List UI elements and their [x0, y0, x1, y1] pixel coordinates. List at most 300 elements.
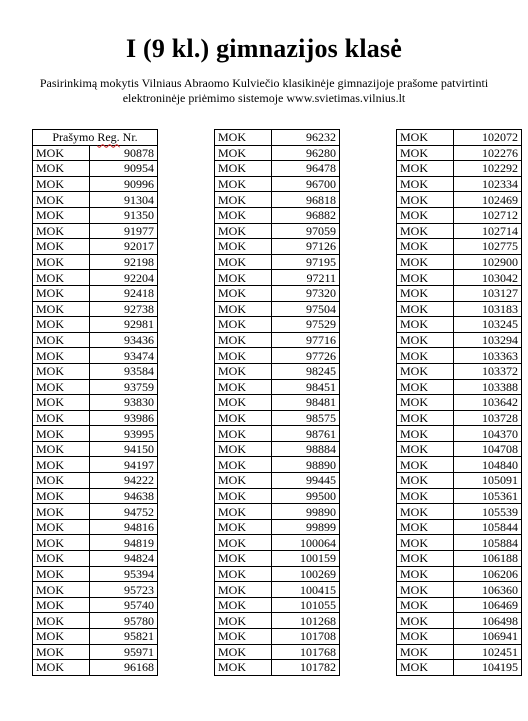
table-row: [397, 629, 522, 645]
row-number: 92198: [90, 254, 158, 270]
row-prefix: MOK: [215, 457, 272, 473]
table-row: [397, 613, 522, 629]
row-prefix: MOK: [215, 317, 272, 333]
row-prefix: MOK: [33, 254, 90, 270]
row-prefix: MOK: [33, 660, 90, 676]
table-row: [397, 161, 522, 177]
row-number: 97059: [272, 223, 340, 239]
table-row: [33, 207, 158, 223]
row-prefix: MOK: [215, 207, 272, 223]
row-number: 100064: [272, 535, 340, 551]
row-prefix: MOK: [215, 613, 272, 629]
row-prefix: MOK: [397, 379, 454, 395]
row-number: 93995: [90, 426, 158, 442]
row-number: 90996: [90, 176, 158, 192]
row-number: 103245: [454, 317, 522, 333]
table-row: [397, 270, 522, 286]
table-row: [33, 441, 158, 457]
row-number: 99899: [272, 519, 340, 535]
row-prefix: MOK: [33, 566, 90, 582]
row-number: 95780: [90, 613, 158, 629]
row-prefix: MOK: [397, 597, 454, 613]
row-number: 92738: [90, 301, 158, 317]
row-prefix: MOK: [33, 176, 90, 192]
table-row: [215, 488, 340, 504]
row-number: 92981: [90, 317, 158, 333]
table-row: [33, 566, 158, 582]
table-row: [215, 161, 340, 177]
row-prefix: MOK: [215, 519, 272, 535]
row-number: 96280: [272, 145, 340, 161]
row-number: 100269: [272, 566, 340, 582]
row-number: 105091: [454, 473, 522, 489]
table-row: [397, 644, 522, 660]
row-prefix: MOK: [215, 223, 272, 239]
table-row: [397, 660, 522, 676]
row-number: 98761: [272, 426, 340, 442]
table-row: [33, 457, 158, 473]
header-text-post: Nr.: [119, 130, 138, 145]
row-number: 96818: [272, 192, 340, 208]
row-number: 96882: [272, 207, 340, 223]
row-number: 100415: [272, 582, 340, 598]
table-header-cell: [33, 130, 158, 146]
table-row: [215, 473, 340, 489]
table-header-row: [33, 130, 158, 146]
row-number: 97211: [272, 270, 340, 286]
row-number: 97320: [272, 285, 340, 301]
row-prefix: MOK: [397, 441, 454, 457]
row-number: 93759: [90, 379, 158, 395]
table-row: [215, 223, 340, 239]
page-subtitle: [20, 76, 508, 106]
table-row: [397, 488, 522, 504]
table-row: [33, 176, 158, 192]
row-number: 102900: [454, 254, 522, 270]
row-prefix: MOK: [33, 145, 90, 161]
header-text-pre: Prašymo: [52, 130, 98, 145]
row-number: 94197: [90, 457, 158, 473]
row-prefix: MOK: [33, 519, 90, 535]
row-number: 93474: [90, 348, 158, 364]
row-number: 102334: [454, 176, 522, 192]
table-row: [215, 207, 340, 223]
row-number: 102072: [454, 130, 522, 146]
table-row: [33, 161, 158, 177]
row-prefix: MOK: [397, 504, 454, 520]
row-prefix: MOK: [215, 130, 272, 146]
row-number: 91304: [90, 192, 158, 208]
row-prefix: MOK: [33, 644, 90, 660]
row-number: 102292: [454, 161, 522, 177]
row-number: 93986: [90, 410, 158, 426]
table-row: [215, 270, 340, 286]
row-number: 97726: [272, 348, 340, 364]
table-row: [397, 473, 522, 489]
table-row: [33, 348, 158, 364]
table-row: [215, 145, 340, 161]
row-prefix: MOK: [215, 301, 272, 317]
row-number: 94222: [90, 473, 158, 489]
row-number: 94638: [90, 488, 158, 504]
row-prefix: MOK: [397, 457, 454, 473]
row-prefix: MOK: [33, 332, 90, 348]
table-row: [215, 551, 340, 567]
row-prefix: MOK: [33, 270, 90, 286]
row-prefix: MOK: [33, 410, 90, 426]
table-row: [33, 613, 158, 629]
row-number: 96168: [90, 660, 158, 676]
row-prefix: MOK: [215, 332, 272, 348]
row-number: 105361: [454, 488, 522, 504]
row-number: 103388: [454, 379, 522, 395]
row-number: 97195: [272, 254, 340, 270]
row-number: 106206: [454, 566, 522, 582]
table-row: [33, 192, 158, 208]
row-prefix: MOK: [397, 629, 454, 645]
table-row: [33, 145, 158, 161]
row-number: 93830: [90, 395, 158, 411]
row-number: 101708: [272, 629, 340, 645]
row-number: 104708: [454, 441, 522, 457]
table-row: [215, 130, 340, 146]
row-prefix: MOK: [397, 363, 454, 379]
table-row: [215, 176, 340, 192]
row-prefix: MOK: [397, 395, 454, 411]
table-row: [397, 285, 522, 301]
table-row: [397, 239, 522, 255]
row-prefix: MOK: [215, 535, 272, 551]
row-number: 94752: [90, 504, 158, 520]
row-number: 102276: [454, 145, 522, 161]
row-number: 102714: [454, 223, 522, 239]
registration-table-column-1: [32, 129, 158, 676]
table-row: [215, 379, 340, 395]
row-prefix: MOK: [215, 192, 272, 208]
table-row: [215, 566, 340, 582]
table-row: [397, 457, 522, 473]
row-prefix: MOK: [33, 629, 90, 645]
row-prefix: MOK: [215, 379, 272, 395]
row-number: 96478: [272, 161, 340, 177]
row-prefix: MOK: [397, 566, 454, 582]
row-prefix: MOK: [215, 582, 272, 598]
table-row: [215, 629, 340, 645]
table-row: [215, 597, 340, 613]
row-prefix: MOK: [397, 551, 454, 567]
table-row: [215, 254, 340, 270]
row-number: 94824: [90, 551, 158, 567]
row-number: 95723: [90, 582, 158, 598]
row-prefix: MOK: [215, 145, 272, 161]
row-prefix: MOK: [33, 613, 90, 629]
table-row: [215, 426, 340, 442]
row-number: 103728: [454, 410, 522, 426]
table-row: [215, 535, 340, 551]
row-number: 106469: [454, 597, 522, 613]
row-prefix: MOK: [33, 317, 90, 333]
row-prefix: MOK: [215, 176, 272, 192]
subtitle-line-1: Pasirinkimą mokytis Vilniaus Abraomo Kulviečio klasikinėje gimnazijoje prašome patvirtinti: [39, 76, 489, 90]
row-number: 103294: [454, 332, 522, 348]
row-number: 98451: [272, 379, 340, 395]
row-number: 90878: [90, 145, 158, 161]
table-row: [397, 207, 522, 223]
row-prefix: MOK: [397, 285, 454, 301]
row-number: 94150: [90, 441, 158, 457]
registration-table-column-2: [214, 129, 340, 676]
table-row: [397, 410, 522, 426]
row-prefix: MOK: [215, 395, 272, 411]
row-prefix: MOK: [397, 332, 454, 348]
row-prefix: MOK: [397, 254, 454, 270]
table-row: [397, 597, 522, 613]
row-prefix: MOK: [397, 426, 454, 442]
row-prefix: MOK: [215, 285, 272, 301]
row-prefix: MOK: [397, 239, 454, 255]
table-row: [397, 504, 522, 520]
row-number: 103127: [454, 285, 522, 301]
row-prefix: MOK: [33, 161, 90, 177]
row-prefix: MOK: [215, 551, 272, 567]
row-number: 94816: [90, 519, 158, 535]
row-prefix: MOK: [215, 410, 272, 426]
row-prefix: MOK: [33, 488, 90, 504]
row-number: 95394: [90, 566, 158, 582]
row-number: 99445: [272, 473, 340, 489]
row-prefix: MOK: [397, 488, 454, 504]
row-number: 105884: [454, 535, 522, 551]
row-prefix: MOK: [397, 535, 454, 551]
row-number: 92017: [90, 239, 158, 255]
table-row: [215, 582, 340, 598]
table-row: [215, 519, 340, 535]
row-prefix: MOK: [33, 223, 90, 239]
row-prefix: MOK: [215, 239, 272, 255]
row-prefix: MOK: [397, 644, 454, 660]
row-number: 104195: [454, 660, 522, 676]
table-row: [397, 426, 522, 442]
table-row: [33, 473, 158, 489]
row-prefix: MOK: [397, 317, 454, 333]
table-row: [33, 519, 158, 535]
table-row: [397, 145, 522, 161]
table-row: [33, 239, 158, 255]
row-prefix: MOK: [397, 613, 454, 629]
row-prefix: MOK: [215, 566, 272, 582]
table-row: [215, 317, 340, 333]
row-prefix: MOK: [397, 519, 454, 535]
table-row: [397, 441, 522, 457]
row-prefix: MOK: [397, 207, 454, 223]
row-prefix: MOK: [33, 582, 90, 598]
row-number: 98884: [272, 441, 340, 457]
table-row: [33, 285, 158, 301]
table-row: [33, 488, 158, 504]
table-row: [397, 395, 522, 411]
table-row: [397, 551, 522, 567]
row-number: 97126: [272, 239, 340, 255]
table-row: [215, 660, 340, 676]
row-number: 90954: [90, 161, 158, 177]
row-number: 98575: [272, 410, 340, 426]
table-row: [215, 395, 340, 411]
table-row: [397, 192, 522, 208]
row-prefix: MOK: [397, 270, 454, 286]
row-number: 106941: [454, 629, 522, 645]
table-row: [397, 130, 522, 146]
row-prefix: MOK: [397, 161, 454, 177]
row-prefix: MOK: [33, 348, 90, 364]
table-row: [397, 223, 522, 239]
row-number: 99500: [272, 488, 340, 504]
row-number: 101055: [272, 597, 340, 613]
table-row: [215, 348, 340, 364]
header-text-reg: Reg.: [97, 130, 120, 145]
row-number: 95740: [90, 597, 158, 613]
row-prefix: MOK: [33, 441, 90, 457]
table-row: [33, 660, 158, 676]
table-row: [33, 597, 158, 613]
row-prefix: MOK: [215, 254, 272, 270]
row-prefix: MOK: [215, 504, 272, 520]
row-prefix: MOK: [397, 582, 454, 598]
table-row: [397, 301, 522, 317]
row-number: 102775: [454, 239, 522, 255]
row-number: 98890: [272, 457, 340, 473]
table-row: [33, 582, 158, 598]
table-row: [215, 239, 340, 255]
row-prefix: MOK: [33, 535, 90, 551]
row-number: 91977: [90, 223, 158, 239]
table-row: [33, 317, 158, 333]
row-number: 95971: [90, 644, 158, 660]
table-row: [33, 379, 158, 395]
table-row: [397, 566, 522, 582]
row-prefix: MOK: [33, 192, 90, 208]
table-row: [33, 270, 158, 286]
table-row: [33, 332, 158, 348]
row-number: 102469: [454, 192, 522, 208]
table-row: [215, 457, 340, 473]
row-prefix: MOK: [215, 270, 272, 286]
row-number: 106498: [454, 613, 522, 629]
row-number: 100159: [272, 551, 340, 567]
page-title: I (9 kl.) gimnazijos klasė: [125, 34, 403, 63]
table-row: [215, 285, 340, 301]
row-prefix: MOK: [215, 660, 272, 676]
row-number: 103042: [454, 270, 522, 286]
row-prefix: MOK: [33, 379, 90, 395]
table-row: [33, 301, 158, 317]
row-prefix: MOK: [215, 441, 272, 457]
table-row: [33, 629, 158, 645]
row-prefix: MOK: [215, 488, 272, 504]
row-prefix: MOK: [33, 473, 90, 489]
table-row: [215, 644, 340, 660]
row-prefix: MOK: [215, 597, 272, 613]
row-number: 96700: [272, 176, 340, 192]
row-prefix: MOK: [215, 426, 272, 442]
row-number: 94819: [90, 535, 158, 551]
table-row: [397, 254, 522, 270]
row-prefix: MOK: [33, 426, 90, 442]
row-prefix: MOK: [215, 363, 272, 379]
row-prefix: MOK: [33, 504, 90, 520]
row-number: 101768: [272, 644, 340, 660]
table-row: [215, 301, 340, 317]
table-row: [33, 644, 158, 660]
row-number: 98481: [272, 395, 340, 411]
row-prefix: MOK: [33, 457, 90, 473]
row-number: 106360: [454, 582, 522, 598]
row-number: 106188: [454, 551, 522, 567]
table-row: [397, 176, 522, 192]
row-prefix: MOK: [397, 301, 454, 317]
table-row: [397, 379, 522, 395]
table-row: [33, 223, 158, 239]
row-prefix: MOK: [33, 301, 90, 317]
table-row: [33, 504, 158, 520]
row-prefix: MOK: [397, 473, 454, 489]
row-prefix: MOK: [397, 660, 454, 676]
row-number: 98245: [272, 363, 340, 379]
row-number: 101782: [272, 660, 340, 676]
row-prefix: MOK: [33, 597, 90, 613]
table-row: [397, 348, 522, 364]
row-prefix: MOK: [397, 192, 454, 208]
table-row: [33, 426, 158, 442]
row-prefix: MOK: [397, 130, 454, 146]
row-number: 103363: [454, 348, 522, 364]
row-number: 102712: [454, 207, 522, 223]
row-prefix: MOK: [33, 285, 90, 301]
row-prefix: MOK: [397, 145, 454, 161]
row-prefix: MOK: [215, 629, 272, 645]
row-number: 91350: [90, 207, 158, 223]
table-row: [397, 519, 522, 535]
row-number: 103183: [454, 301, 522, 317]
row-number: 95821: [90, 629, 158, 645]
row-number: 93436: [90, 332, 158, 348]
row-prefix: MOK: [397, 223, 454, 239]
table-row: [33, 535, 158, 551]
table-row: [215, 363, 340, 379]
row-number: 105844: [454, 519, 522, 535]
row-prefix: MOK: [33, 207, 90, 223]
row-prefix: MOK: [215, 348, 272, 364]
row-number: 99890: [272, 504, 340, 520]
table-row: [33, 254, 158, 270]
registration-table-column-3: [396, 129, 522, 676]
table-row: [33, 395, 158, 411]
table-row: [33, 551, 158, 567]
row-number: 96232: [272, 130, 340, 146]
row-number: 92418: [90, 285, 158, 301]
row-number: 97716: [272, 332, 340, 348]
row-prefix: MOK: [33, 363, 90, 379]
row-number: 104370: [454, 426, 522, 442]
row-prefix: MOK: [397, 410, 454, 426]
row-prefix: MOK: [397, 348, 454, 364]
table-row: [215, 441, 340, 457]
row-number: 104840: [454, 457, 522, 473]
table-row: [397, 332, 522, 348]
row-number: 97504: [272, 301, 340, 317]
row-number: 102451: [454, 644, 522, 660]
row-prefix: MOK: [215, 473, 272, 489]
row-prefix: MOK: [215, 644, 272, 660]
